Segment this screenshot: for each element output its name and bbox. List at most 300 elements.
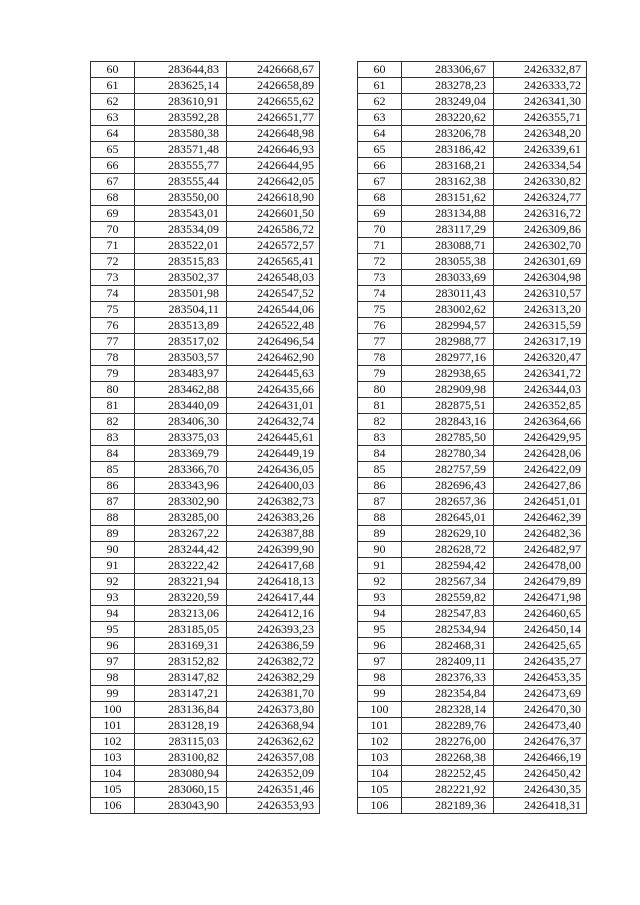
x-coordinate-cell: 282409,11 [402,654,494,670]
x-coordinate-cell: 283267,22 [135,526,227,542]
table-row [358,526,587,542]
y-coordinate-cell: 2426428,06 [494,446,587,462]
y-coordinate-cell: 2426646,93 [227,142,320,158]
table-row [358,702,587,718]
y-coordinate-cell: 2426471,98 [494,590,587,606]
point-number-cell: 82 [358,414,402,430]
point-number-cell: 102 [91,734,135,750]
table-row [358,670,587,686]
x-coordinate-cell: 283462,88 [135,382,227,398]
y-coordinate-cell: 2426368,94 [227,718,320,734]
point-number-cell: 83 [358,430,402,446]
point-number-cell: 79 [91,366,135,382]
table-row [358,638,587,654]
point-number-cell: 94 [358,606,402,622]
x-coordinate-cell: 283168,21 [402,158,494,174]
point-number-cell: 68 [91,190,135,206]
table-row [91,174,320,190]
table-row [91,718,320,734]
x-coordinate-cell: 283128,19 [135,718,227,734]
y-coordinate-cell: 2426601,50 [227,206,320,222]
table-row [91,670,320,686]
x-coordinate-cell: 283625,14 [135,78,227,94]
table-row [91,462,320,478]
y-coordinate-cell: 2426427,86 [494,478,587,494]
point-number-cell: 61 [91,78,135,94]
y-coordinate-cell: 2426473,40 [494,718,587,734]
point-number-cell: 103 [91,750,135,766]
y-coordinate-cell: 2426436,05 [227,462,320,478]
y-coordinate-cell: 2426393,23 [227,622,320,638]
table-row [91,478,320,494]
table-row [358,798,587,814]
y-coordinate-cell: 2426449,19 [227,446,320,462]
y-coordinate-cell: 2426339,61 [494,142,587,158]
table-row [91,78,320,94]
coordinate-table-right [357,61,587,814]
y-coordinate-cell: 2426586,72 [227,222,320,238]
table-row [358,750,587,766]
x-coordinate-cell: 283513,89 [135,318,227,334]
x-coordinate-cell: 282594,42 [402,558,494,574]
x-coordinate-cell: 283503,57 [135,350,227,366]
coordinate-table-left [90,61,320,814]
table-row [358,718,587,734]
table-row [91,94,320,110]
y-coordinate-cell: 2426418,31 [494,798,587,814]
x-coordinate-cell: 282221,92 [402,782,494,798]
y-coordinate-cell: 2426386,59 [227,638,320,654]
point-number-cell: 67 [91,174,135,190]
x-coordinate-cell: 283169,31 [135,638,227,654]
point-number-cell: 89 [91,526,135,542]
point-number-cell: 65 [358,142,402,158]
x-coordinate-cell: 283515,83 [135,254,227,270]
point-number-cell: 87 [358,494,402,510]
x-coordinate-cell: 283555,77 [135,158,227,174]
point-number-cell: 83 [91,430,135,446]
point-number-cell: 88 [358,510,402,526]
y-coordinate-cell: 2426383,26 [227,510,320,526]
y-coordinate-cell: 2426382,72 [227,654,320,670]
table-row [358,302,587,318]
point-number-cell: 89 [358,526,402,542]
point-number-cell: 66 [91,158,135,174]
x-coordinate-cell: 283249,04 [402,94,494,110]
x-coordinate-cell: 282559,82 [402,590,494,606]
x-coordinate-cell: 283100,82 [135,750,227,766]
y-coordinate-cell: 2426324,77 [494,190,587,206]
x-coordinate-cell: 283220,59 [135,590,227,606]
y-coordinate-cell: 2426315,59 [494,318,587,334]
y-coordinate-cell: 2426460,65 [494,606,587,622]
table-row [358,574,587,590]
y-coordinate-cell: 2426355,71 [494,110,587,126]
x-coordinate-cell: 283550,00 [135,190,227,206]
table-row [91,734,320,750]
y-coordinate-cell: 2426431,01 [227,398,320,414]
table-row [91,430,320,446]
x-coordinate-cell: 283213,06 [135,606,227,622]
point-number-cell: 69 [91,206,135,222]
point-number-cell: 80 [91,382,135,398]
table-row [358,414,587,430]
x-coordinate-cell: 283644,83 [135,62,227,78]
table-row [91,238,320,254]
y-coordinate-cell: 2426309,86 [494,222,587,238]
y-coordinate-cell: 2426522,48 [227,318,320,334]
point-number-cell: 87 [91,494,135,510]
x-coordinate-cell: 283185,05 [135,622,227,638]
y-coordinate-cell: 2426304,98 [494,270,587,286]
table-row [358,606,587,622]
x-coordinate-cell: 283343,96 [135,478,227,494]
point-number-cell: 62 [358,94,402,110]
point-number-cell: 96 [91,638,135,654]
x-coordinate-cell: 282988,77 [402,334,494,350]
y-coordinate-cell: 2426313,20 [494,302,587,318]
table-row [91,558,320,574]
table-row [358,510,587,526]
point-number-cell: 91 [358,558,402,574]
y-coordinate-cell: 2426316,72 [494,206,587,222]
x-coordinate-cell: 283406,30 [135,414,227,430]
point-number-cell: 75 [358,302,402,318]
point-number-cell: 93 [358,590,402,606]
y-coordinate-cell: 2426302,70 [494,238,587,254]
table-row [358,366,587,382]
table-row [91,254,320,270]
table-row [91,286,320,302]
x-coordinate-cell: 283186,42 [402,142,494,158]
y-coordinate-cell: 2426387,88 [227,526,320,542]
x-coordinate-cell: 283221,94 [135,574,227,590]
y-coordinate-cell: 2426357,08 [227,750,320,766]
point-number-cell: 64 [358,126,402,142]
x-coordinate-cell: 282657,36 [402,494,494,510]
table-row [91,542,320,558]
point-number-cell: 68 [358,190,402,206]
table-row [91,638,320,654]
point-number-cell: 96 [358,638,402,654]
table-row [358,622,587,638]
y-coordinate-cell: 2426417,44 [227,590,320,606]
x-coordinate-cell: 282785,50 [402,430,494,446]
point-number-cell: 105 [358,782,402,798]
table-row [358,462,587,478]
x-coordinate-cell: 283220,62 [402,110,494,126]
x-coordinate-cell: 283502,37 [135,270,227,286]
y-coordinate-cell: 2426435,27 [494,654,587,670]
x-coordinate-cell: 283580,38 [135,126,227,142]
x-coordinate-cell: 283136,84 [135,702,227,718]
point-number-cell: 60 [358,62,402,78]
point-number-cell: 61 [358,78,402,94]
y-coordinate-cell: 2426478,00 [494,558,587,574]
table-row [91,110,320,126]
y-coordinate-cell: 2426432,74 [227,414,320,430]
table-row [91,750,320,766]
point-number-cell: 84 [358,446,402,462]
table-row [91,382,320,398]
table-row [358,654,587,670]
x-coordinate-cell: 282645,01 [402,510,494,526]
y-coordinate-cell: 2426422,09 [494,462,587,478]
point-number-cell: 82 [91,414,135,430]
table-row [91,526,320,542]
x-coordinate-cell: 282189,36 [402,798,494,814]
y-coordinate-cell: 2426470,30 [494,702,587,718]
x-coordinate-cell: 283285,00 [135,510,227,526]
point-number-cell: 81 [91,398,135,414]
x-coordinate-cell: 282289,76 [402,718,494,734]
y-coordinate-cell: 2426320,47 [494,350,587,366]
y-coordinate-cell: 2426310,57 [494,286,587,302]
x-coordinate-cell: 283117,29 [402,222,494,238]
point-number-cell: 92 [91,574,135,590]
y-coordinate-cell: 2426382,73 [227,494,320,510]
y-coordinate-cell: 2426435,66 [227,382,320,398]
x-coordinate-cell: 282276,00 [402,734,494,750]
y-coordinate-cell: 2426332,87 [494,62,587,78]
y-coordinate-cell: 2426341,72 [494,366,587,382]
y-coordinate-cell: 2426330,82 [494,174,587,190]
table-row [91,398,320,414]
point-number-cell: 63 [358,110,402,126]
x-coordinate-cell: 282628,72 [402,542,494,558]
table-row [91,494,320,510]
x-coordinate-cell: 282468,31 [402,638,494,654]
y-coordinate-cell: 2426658,89 [227,78,320,94]
y-coordinate-cell: 2426547,52 [227,286,320,302]
point-number-cell: 98 [91,670,135,686]
x-coordinate-cell: 282994,57 [402,318,494,334]
y-coordinate-cell: 2426362,62 [227,734,320,750]
x-coordinate-cell: 283011,43 [402,286,494,302]
table-row [358,318,587,334]
x-coordinate-cell: 283501,98 [135,286,227,302]
point-number-cell: 97 [91,654,135,670]
coordinate-table-left-body [91,62,320,814]
table-row [91,798,320,814]
y-coordinate-cell: 2426333,72 [494,78,587,94]
x-coordinate-cell: 283366,70 [135,462,227,478]
x-coordinate-cell: 282268,38 [402,750,494,766]
point-number-cell: 106 [358,798,402,814]
point-number-cell: 97 [358,654,402,670]
y-coordinate-cell: 2426430,35 [494,782,587,798]
table-row [358,158,587,174]
point-number-cell: 93 [91,590,135,606]
table-row [358,126,587,142]
point-number-cell: 77 [91,334,135,350]
table-row [91,334,320,350]
point-number-cell: 75 [91,302,135,318]
y-coordinate-cell: 2426348,20 [494,126,587,142]
y-coordinate-cell: 2426334,54 [494,158,587,174]
x-coordinate-cell: 283080,94 [135,766,227,782]
table-row [358,350,587,366]
y-coordinate-cell: 2426496,54 [227,334,320,350]
table-row [91,206,320,222]
point-number-cell: 74 [358,286,402,302]
point-number-cell: 78 [91,350,135,366]
y-coordinate-cell: 2426473,69 [494,686,587,702]
point-number-cell: 92 [358,574,402,590]
y-coordinate-cell: 2426655,62 [227,94,320,110]
x-coordinate-cell: 283002,62 [402,302,494,318]
x-coordinate-cell: 283134,88 [402,206,494,222]
point-number-cell: 73 [358,270,402,286]
point-number-cell: 64 [91,126,135,142]
point-number-cell: 60 [91,62,135,78]
table-row [358,286,587,302]
point-number-cell: 101 [91,718,135,734]
x-coordinate-cell: 283522,01 [135,238,227,254]
table-row [358,398,587,414]
point-number-cell: 85 [358,462,402,478]
x-coordinate-cell: 283147,21 [135,686,227,702]
x-coordinate-cell: 283278,23 [402,78,494,94]
y-coordinate-cell: 2426462,39 [494,510,587,526]
table-row [91,782,320,798]
x-coordinate-cell: 282376,33 [402,670,494,686]
point-number-cell: 100 [358,702,402,718]
y-coordinate-cell: 2426445,61 [227,430,320,446]
y-coordinate-cell: 2426412,16 [227,606,320,622]
table-row [91,158,320,174]
table-row [358,334,587,350]
point-number-cell: 94 [91,606,135,622]
x-coordinate-cell: 282977,16 [402,350,494,366]
point-number-cell: 90 [358,542,402,558]
table-row [91,766,320,782]
table-row [358,382,587,398]
table-row [358,94,587,110]
table-row [358,766,587,782]
y-coordinate-cell: 2426399,90 [227,542,320,558]
point-number-cell: 79 [358,366,402,382]
point-number-cell: 106 [91,798,135,814]
y-coordinate-cell: 2426544,06 [227,302,320,318]
x-coordinate-cell: 283610,91 [135,94,227,110]
x-coordinate-cell: 283244,42 [135,542,227,558]
y-coordinate-cell: 2426353,93 [227,798,320,814]
y-coordinate-cell: 2426351,46 [227,782,320,798]
y-coordinate-cell: 2426451,01 [494,494,587,510]
x-coordinate-cell: 283115,03 [135,734,227,750]
table-row [91,414,320,430]
table-row [91,702,320,718]
y-coordinate-cell: 2426382,29 [227,670,320,686]
point-number-cell: 66 [358,158,402,174]
table-row [358,222,587,238]
x-coordinate-cell: 283055,38 [402,254,494,270]
y-coordinate-cell: 2426453,35 [494,670,587,686]
x-coordinate-cell: 283043,90 [135,798,227,814]
x-coordinate-cell: 283152,82 [135,654,227,670]
x-coordinate-cell: 283440,09 [135,398,227,414]
y-coordinate-cell: 2426381,70 [227,686,320,702]
table-row [358,142,587,158]
x-coordinate-cell: 282354,84 [402,686,494,702]
table-row [358,190,587,206]
point-number-cell: 86 [91,478,135,494]
x-coordinate-cell: 283162,38 [402,174,494,190]
table-row [358,78,587,94]
table-row [358,542,587,558]
table-row [358,270,587,286]
x-coordinate-cell: 282629,10 [402,526,494,542]
point-number-cell: 65 [91,142,135,158]
y-coordinate-cell: 2426445,63 [227,366,320,382]
y-coordinate-cell: 2426466,19 [494,750,587,766]
table-row [91,590,320,606]
point-number-cell: 77 [358,334,402,350]
x-coordinate-cell: 282909,98 [402,382,494,398]
x-coordinate-cell: 282696,43 [402,478,494,494]
x-coordinate-cell: 283571,48 [135,142,227,158]
table-row [91,686,320,702]
point-number-cell: 76 [358,318,402,334]
point-number-cell: 81 [358,398,402,414]
y-coordinate-cell: 2426373,80 [227,702,320,718]
point-number-cell: 80 [358,382,402,398]
table-row [91,606,320,622]
y-coordinate-cell: 2426417,68 [227,558,320,574]
x-coordinate-cell: 283151,62 [402,190,494,206]
y-coordinate-cell: 2426301,69 [494,254,587,270]
x-coordinate-cell: 283147,82 [135,670,227,686]
point-number-cell: 62 [91,94,135,110]
point-number-cell: 105 [91,782,135,798]
point-number-cell: 73 [91,270,135,286]
point-number-cell: 95 [91,622,135,638]
point-number-cell: 70 [91,222,135,238]
point-number-cell: 74 [91,286,135,302]
y-coordinate-cell: 2426450,42 [494,766,587,782]
y-coordinate-cell: 2426462,90 [227,350,320,366]
table-row [358,446,587,462]
y-coordinate-cell: 2426572,57 [227,238,320,254]
table-row [358,62,587,78]
table-row [358,782,587,798]
y-coordinate-cell: 2426425,65 [494,638,587,654]
point-number-cell: 101 [358,718,402,734]
table-row [358,478,587,494]
x-coordinate-cell: 282757,59 [402,462,494,478]
y-coordinate-cell: 2426651,77 [227,110,320,126]
point-number-cell: 98 [358,670,402,686]
point-number-cell: 78 [358,350,402,366]
y-coordinate-cell: 2426364,66 [494,414,587,430]
table-row [91,142,320,158]
point-number-cell: 99 [358,686,402,702]
x-coordinate-cell: 283517,02 [135,334,227,350]
x-coordinate-cell: 283592,28 [135,110,227,126]
y-coordinate-cell: 2426618,90 [227,190,320,206]
x-coordinate-cell: 282534,94 [402,622,494,638]
table-row [358,238,587,254]
table-row [91,510,320,526]
table-row [91,622,320,638]
table-row [91,126,320,142]
x-coordinate-cell: 283033,69 [402,270,494,286]
y-coordinate-cell: 2426482,97 [494,542,587,558]
table-row [358,430,587,446]
x-coordinate-cell: 283206,78 [402,126,494,142]
point-number-cell: 100 [91,702,135,718]
